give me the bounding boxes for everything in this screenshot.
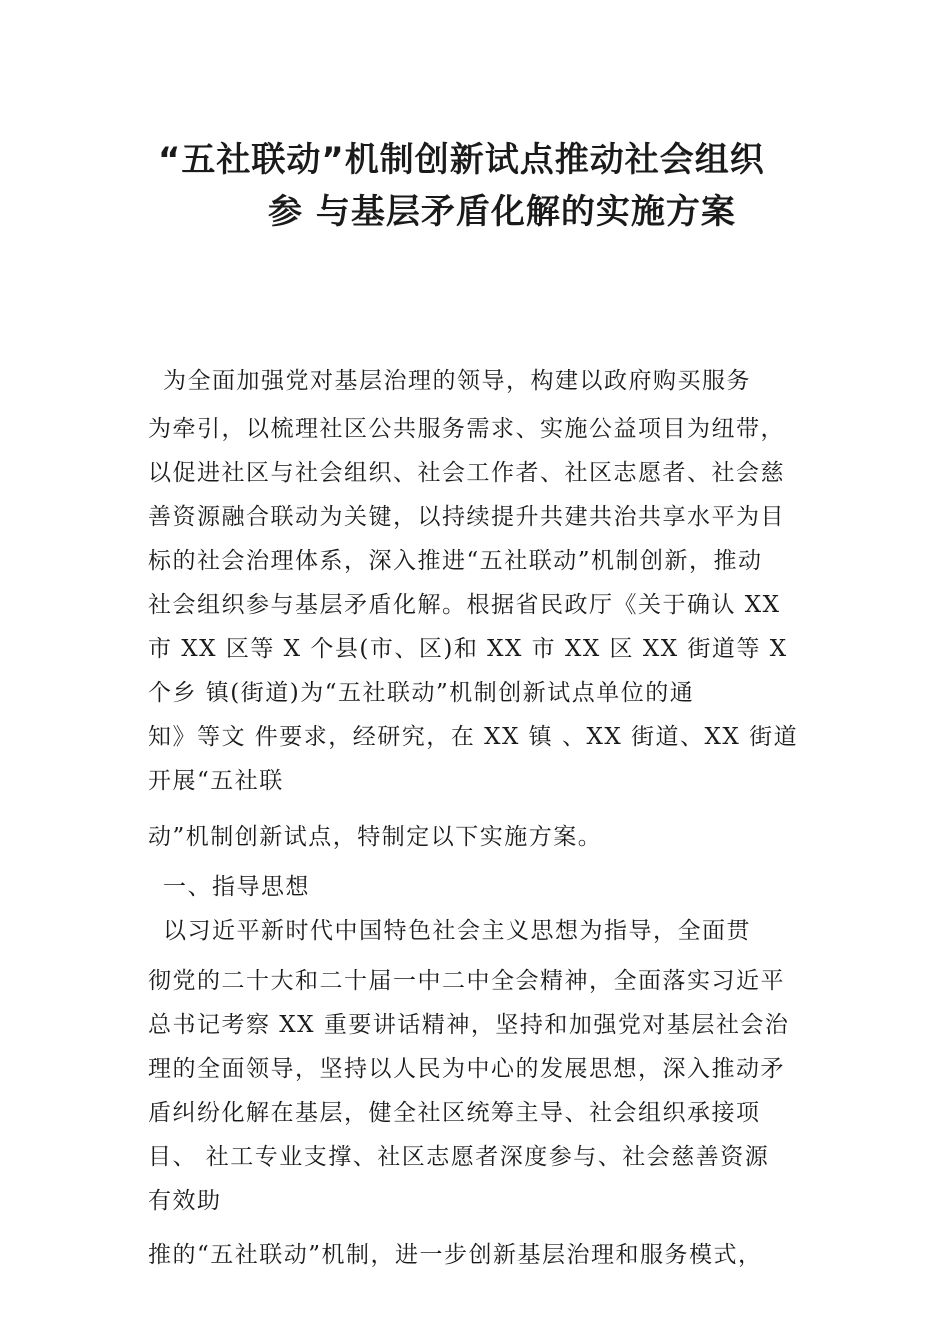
body-line: 动”机制创新试点，特制定以下实施方案。	[148, 824, 603, 850]
body-line: 开展“五社联	[148, 768, 284, 794]
body-line: 目、 社工专业支撑、社区志愿者深度参与、社会慈善资源	[148, 1144, 770, 1170]
body-line: 以促进社区与社会组织、社会工作者、社区志愿者、社会慈	[148, 460, 785, 486]
body-line: 彻党的二十大和二十届一中二中全会精神，全面落实习近平	[148, 968, 785, 994]
body-line: 善资源融合联动为关键，以持续提升共建共治共享水平为目	[148, 504, 785, 530]
body-line: 为全面加强党对基层治理的领导，构建以政府购买服务	[163, 368, 751, 394]
body-line: 推的“五社联动”机制，进一步创新基层治理和服务模式，	[148, 1242, 763, 1268]
body-line: 有效助	[148, 1188, 222, 1214]
body-line: 盾纠纷化解在基层，健全社区统筹主导、社会组织承接项	[148, 1100, 761, 1126]
body-line: 市 XX 区等 X 个县(市、区)和 XX 市 XX 区 XX 街道等 X	[148, 636, 788, 662]
document-title-line-1: “五社联动”机制创新试点推动社会组织	[158, 140, 765, 180]
body-line: 标的社会治理体系，深入推进“五社联动”机制创新，推动	[148, 548, 763, 574]
body-line: 社会组织参与基层矛盾化解。根据省民政厅《关于确认 XX	[148, 592, 781, 618]
document-title-line-2: 参 与基层矛盾化解的实施方案	[268, 192, 736, 232]
body-line: 个乡 镇(街道)为“五社联动”机制创新试点单位的通	[148, 680, 695, 706]
body-line: 知》等文 件要求，经研究，在 XX 镇 、XX 街道、XX 街道	[148, 724, 799, 750]
body-line: 为牵引，以梳理社区公共服务需求、实施公益项目为纽带，	[148, 416, 785, 442]
body-line: 总书记考察 XX 重要讲话精神，坚持和加强党对基层社会治	[148, 1012, 790, 1038]
body-line: 以习近平新时代中国特色社会主义思想为指导，全面贯	[163, 918, 751, 944]
body-line: 理的全面领导，坚持以人民为中心的发展思想，深入推动矛	[148, 1056, 785, 1082]
section-heading: 一、指导思想	[163, 874, 310, 900]
